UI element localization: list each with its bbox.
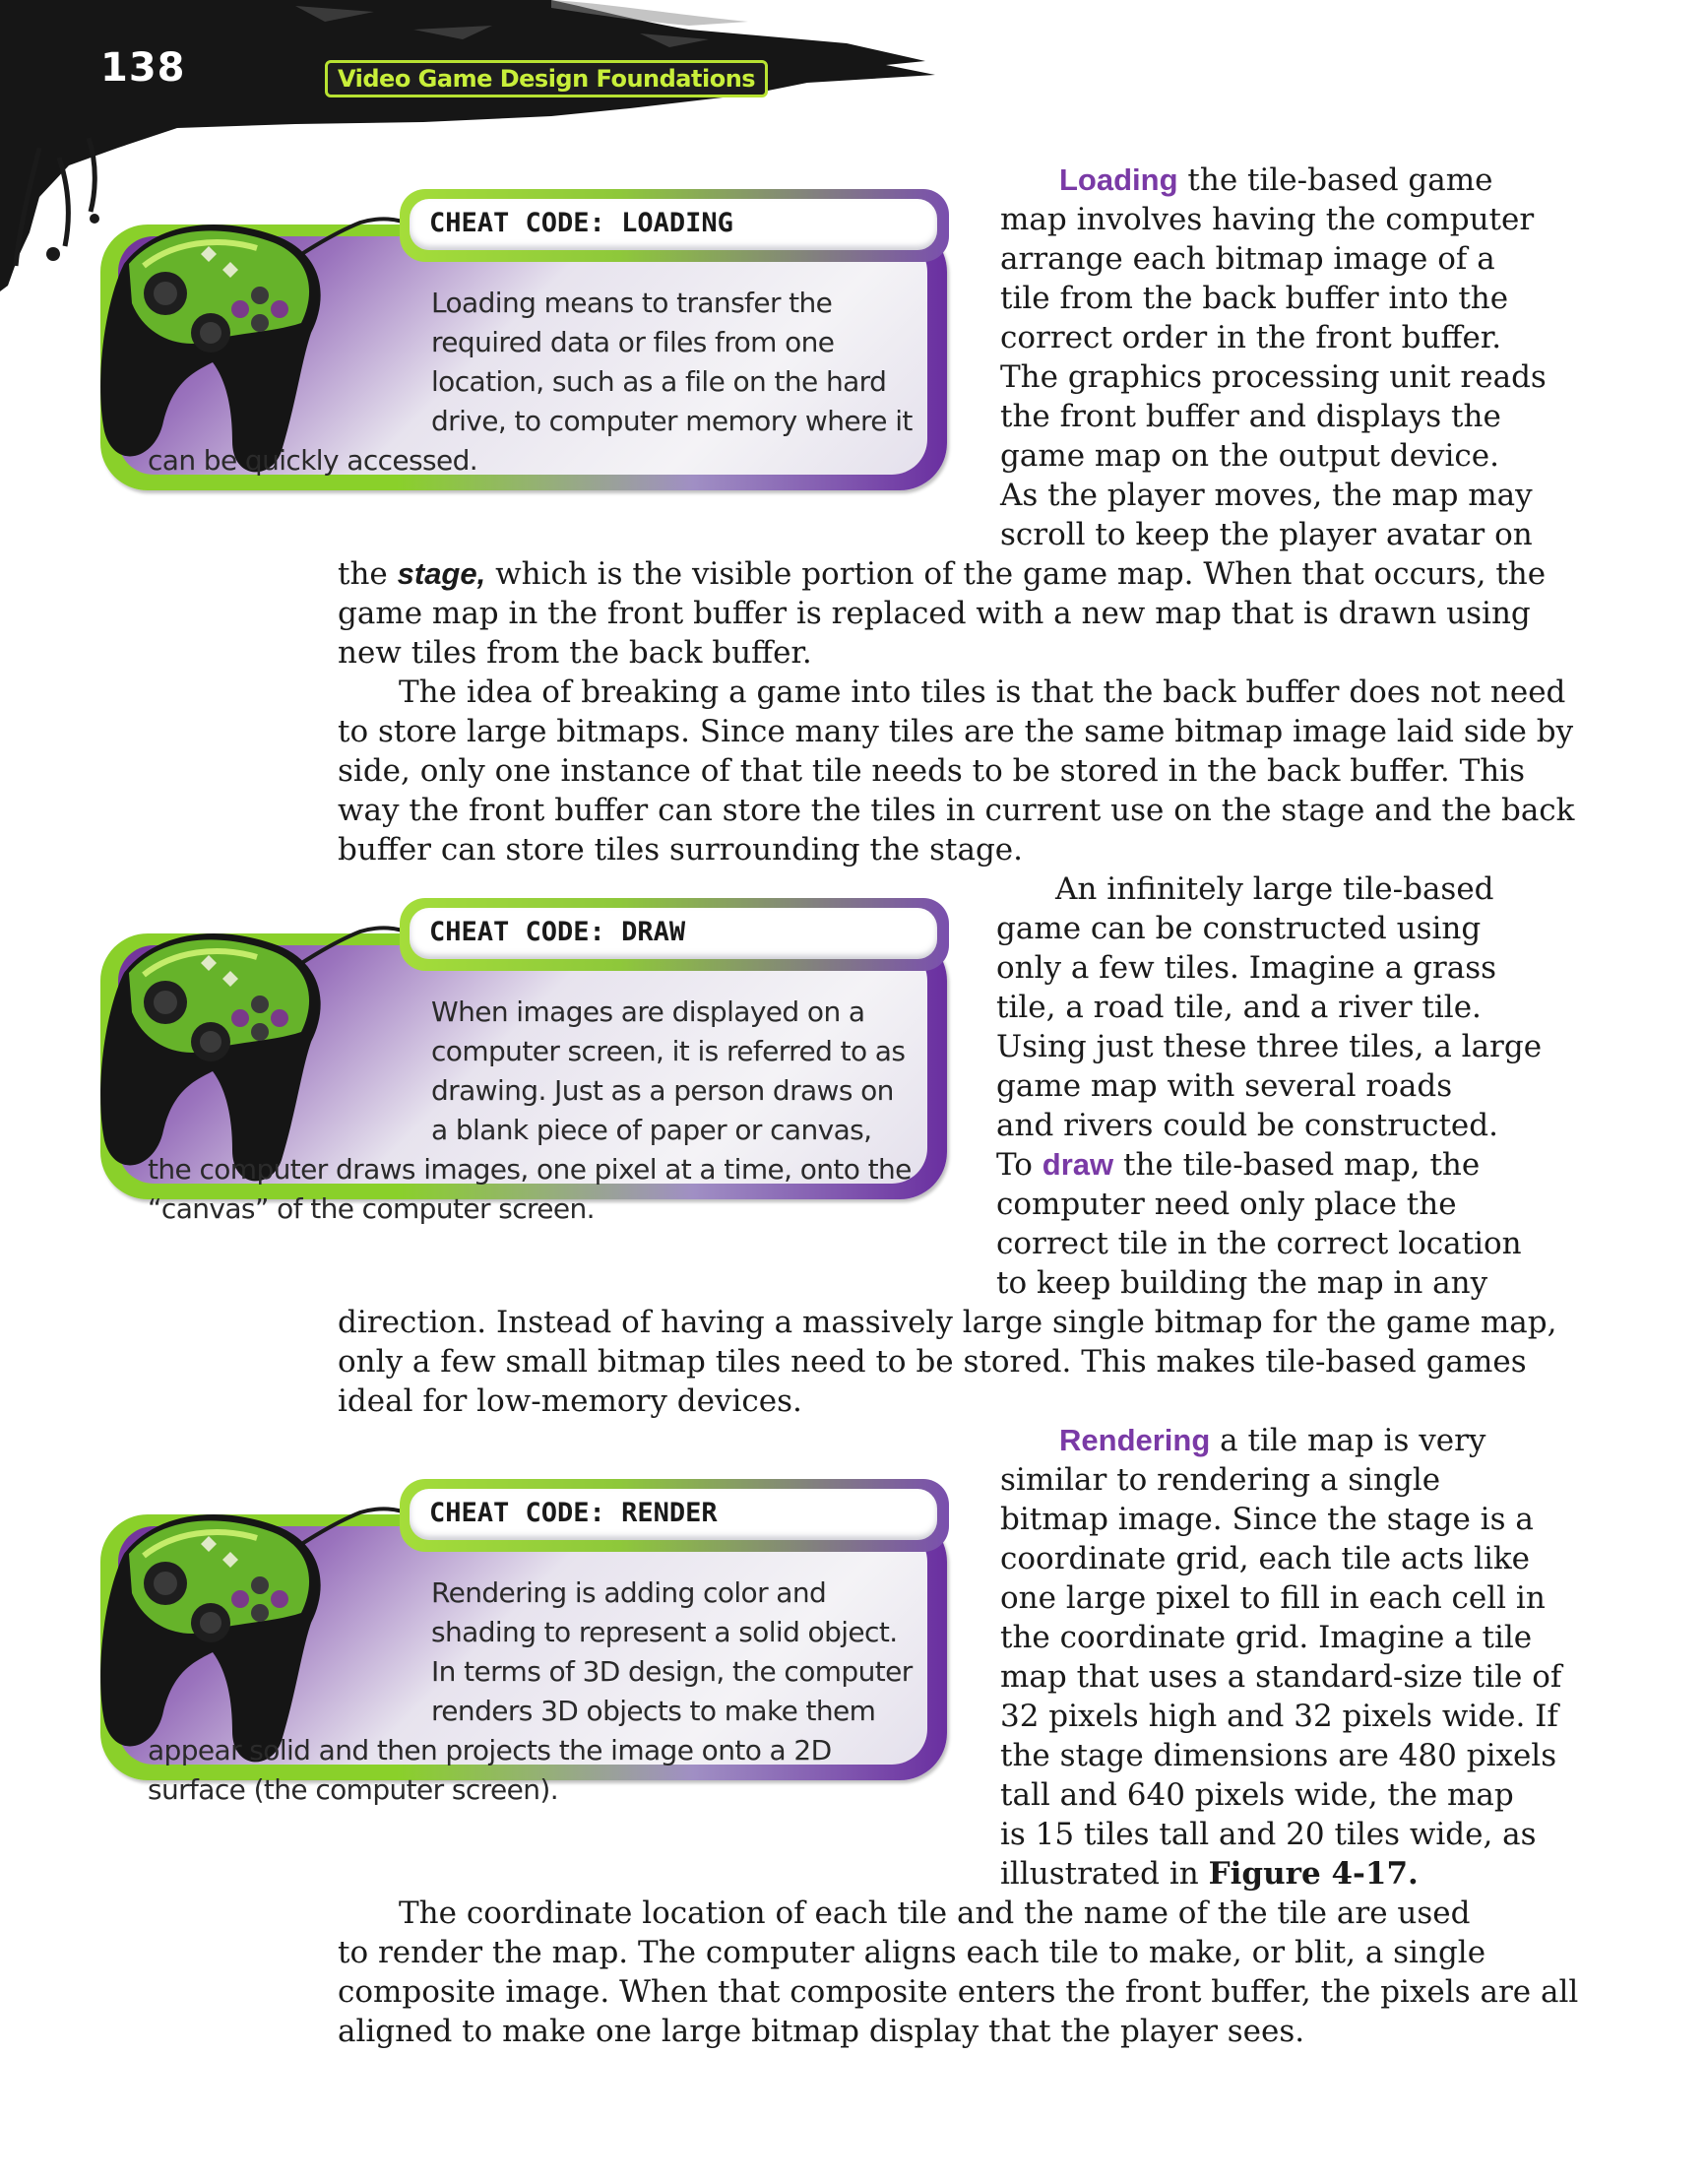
cheat-code-title: CHEAT CODE: RENDER bbox=[429, 1498, 718, 1528]
text-line: one large pixel to fill in each cell in bbox=[1000, 1580, 1546, 1616]
text-line: map involves having the computer bbox=[1000, 202, 1535, 237]
text-line: new tiles from the back buffer. bbox=[338, 635, 812, 671]
paragraph-loading-bottom bbox=[338, 554, 1574, 869]
text-line: side, only one instance of that tile needs to be stored in the back buffer. This bbox=[338, 753, 1526, 789]
text-line: to store large bitmaps. Since many tiles are the same bitmap image laid side by bbox=[338, 714, 1574, 749]
text-line bbox=[1000, 161, 1547, 200]
cheat-code-title: CHEAT CODE: DRAW bbox=[429, 917, 686, 947]
text-line: aligned to make one large bitmap display that the player sees. bbox=[338, 2014, 1305, 2049]
text-run: the tile-based map, the bbox=[1113, 1147, 1481, 1183]
key-term-rendering: Rendering bbox=[1059, 1423, 1211, 1457]
cheat-text-line: Loading means to transfer the bbox=[431, 287, 833, 319]
figure-reference: Figure 4-17. bbox=[1208, 1856, 1419, 1892]
cheat-text-line: appear solid and then projects the image onto a 2D bbox=[148, 1734, 832, 1766]
text-line: An infinitely large tile-based bbox=[1055, 871, 1494, 907]
text-line: correct order in the front buffer. bbox=[1000, 320, 1502, 355]
text-line: computer need only place the bbox=[996, 1187, 1457, 1222]
cheat-text-line: required data or files from one bbox=[431, 326, 835, 358]
text-line: The coordinate location of each tile and the name of the tile are used bbox=[399, 1895, 1471, 1931]
cheat-code-draw-box bbox=[85, 894, 961, 1225]
text-line: The graphics processing unit reads bbox=[1000, 359, 1547, 395]
text-line: Using just these three tiles, a large bbox=[996, 1029, 1543, 1064]
cheat-text-line: In terms of 3D design, the computer bbox=[431, 1655, 913, 1688]
cheat-code-render-box bbox=[85, 1475, 961, 1806]
text-line: similar to rendering a single bbox=[1000, 1462, 1441, 1498]
text-line: arrange each bitmap image of a bbox=[1000, 241, 1495, 277]
text-line: 32 pixels high and 32 pixels wide. If bbox=[1000, 1699, 1558, 1734]
text-line bbox=[1000, 1421, 1561, 1460]
text-line: only a few small bitmap tiles need to be stored. This makes tile-based games bbox=[338, 1344, 1527, 1380]
text-line: the front buffer and displays the bbox=[1000, 399, 1501, 434]
text-line: tall and 640 pixels wide, the map bbox=[1000, 1777, 1514, 1813]
cheat-text-line: “canvas” of the computer screen. bbox=[148, 1192, 595, 1225]
text-line: game map on the output device. bbox=[1000, 438, 1499, 474]
text-line: ideal for low-memory devices. bbox=[338, 1383, 802, 1419]
cheat-text-line: Rendering is adding color and bbox=[431, 1576, 827, 1609]
text-line bbox=[996, 1145, 1542, 1185]
text-line: scroll to keep the player avatar on bbox=[1000, 517, 1533, 552]
text-line: tile, a road tile, and a river tile. bbox=[996, 990, 1482, 1025]
cheat-code-text bbox=[148, 284, 913, 481]
key-term-stage: stage, bbox=[397, 556, 486, 591]
text-line: correct tile in the correct location bbox=[996, 1226, 1522, 1261]
paragraph-draw-bottom bbox=[338, 1303, 1556, 1421]
cheat-text-line: can be quickly accessed. bbox=[148, 444, 478, 477]
cheat-code-text bbox=[148, 1574, 913, 1810]
text-run: To bbox=[996, 1147, 1043, 1183]
text-line: direction. Instead of having a massively large single bitmap for the game map, bbox=[338, 1305, 1557, 1340]
text-run: a tile map is very bbox=[1210, 1423, 1486, 1458]
cheat-text-line: surface (the computer screen). bbox=[148, 1773, 558, 1806]
cheat-code-text bbox=[148, 993, 912, 1229]
text-line: the coordinate grid. Imagine a tile bbox=[1000, 1620, 1533, 1655]
text-line: game map in the front buffer is replaced with a new map that is drawn using bbox=[338, 596, 1531, 631]
cheat-text-line: location, such as a file on the hard bbox=[431, 365, 887, 398]
text-line: coordinate grid, each tile acts like bbox=[1000, 1541, 1531, 1576]
paragraph-composite bbox=[338, 1894, 1578, 2051]
text-line: composite image. When that composite enters the front buffer, the pixels are all bbox=[338, 1974, 1579, 2010]
text-line: game can be constructed using bbox=[996, 911, 1482, 946]
text-run: which is the visible portion of the game map. When that occurs, the bbox=[485, 556, 1547, 592]
key-term-loading: Loading bbox=[1059, 162, 1178, 197]
text-line: the stage dimensions are 480 pixels bbox=[1000, 1738, 1557, 1773]
text-line: As the player moves, the map may bbox=[1000, 478, 1533, 513]
cheat-text-line: a blank piece of paper or canvas, bbox=[431, 1114, 872, 1146]
text-line: tile from the back buffer into the bbox=[1000, 281, 1509, 316]
cheat-text-line: drawing. Just as a person draws on bbox=[431, 1074, 894, 1107]
paragraph-loading-top bbox=[1000, 161, 1547, 554]
text-line: only a few tiles. Imagine a grass bbox=[996, 950, 1497, 986]
text-line: game map with several roads bbox=[996, 1068, 1453, 1104]
cheat-text-line: the computer draws images, one pixel at a time, onto the bbox=[148, 1153, 912, 1186]
cheat-text-line: computer screen, it is referred to as bbox=[431, 1035, 906, 1067]
cheat-text-line: shading to represent a solid object. bbox=[431, 1616, 898, 1648]
key-term-draw: draw bbox=[1042, 1147, 1114, 1182]
text-line: to render the map. The computer aligns each tile to make, or blit, a single bbox=[338, 1935, 1486, 1970]
text-line bbox=[1000, 1854, 1561, 1894]
book-title-banner: Video Game Design Foundations bbox=[325, 60, 768, 97]
paragraph-rendering bbox=[1000, 1421, 1561, 1894]
text-run: the tile-based game bbox=[1177, 162, 1493, 198]
text-line: to keep building the map in any bbox=[996, 1265, 1488, 1301]
text-line: map that uses a standard-size tile of bbox=[1000, 1659, 1562, 1695]
text-line: buffer can store tiles surrounding the stage. bbox=[338, 832, 1024, 867]
paragraph-draw-top bbox=[996, 869, 1542, 1303]
cheat-text-line: drive, to computer memory where it bbox=[431, 405, 913, 437]
text-line: is 15 tiles tall and 20 tiles wide, as bbox=[1000, 1817, 1537, 1852]
text-line: The idea of breaking a game into tiles is that the back buffer does not need bbox=[399, 674, 1566, 710]
text-line bbox=[338, 554, 1574, 594]
cheat-text-line: renders 3D objects to make them bbox=[431, 1695, 876, 1727]
cheat-code-loading-box bbox=[85, 185, 961, 510]
text-line: way the front buffer can store the tiles in current use on the stage and the back bbox=[338, 793, 1575, 828]
text-run: illustrated in bbox=[1000, 1856, 1209, 1892]
text-line: bitmap image. Since the stage is a bbox=[1000, 1502, 1534, 1537]
text-line: and rivers could be constructed. bbox=[996, 1108, 1498, 1143]
cheat-code-title: CHEAT CODE: LOADING bbox=[429, 208, 733, 238]
cheat-text-line: When images are displayed on a bbox=[431, 996, 865, 1028]
text-run: the bbox=[338, 556, 398, 592]
page-number: 138 bbox=[100, 45, 186, 91]
